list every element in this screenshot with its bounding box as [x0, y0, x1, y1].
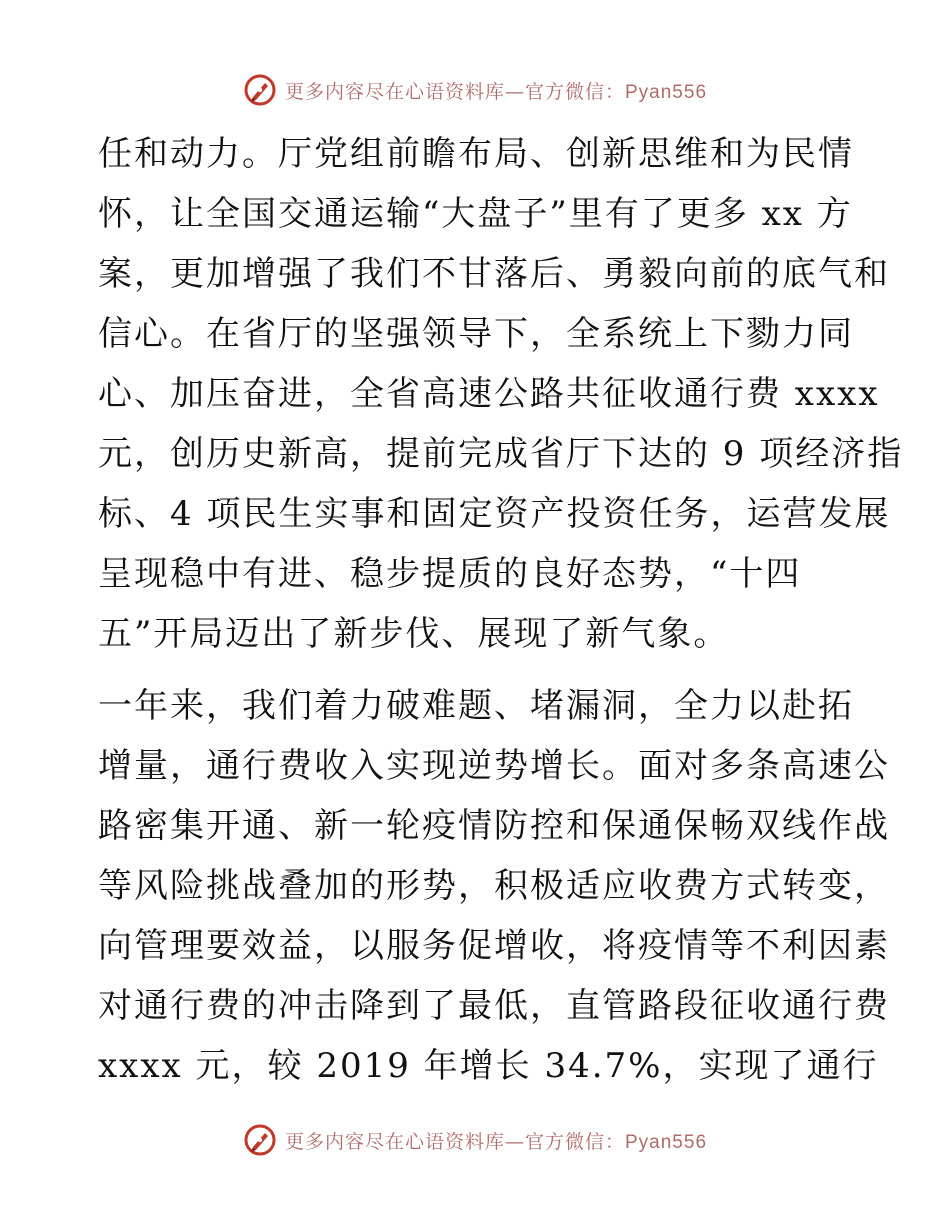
text-line: 一年来，我们着力破难题、堵漏洞，全力以赴拓	[98, 686, 854, 726]
text-line: 呈现稳中有进、稳步提质的良好态势，“十四	[98, 554, 802, 594]
text-line: 心、加压奋进，全省高速公路共征收通行费 xxxx	[98, 374, 880, 414]
text-line: xxxx 元，较 2019 年增长 34.7%，实现了通行	[98, 1046, 879, 1086]
text-line: 信心。在省厅的坚强领导下，全系统上下勠力同	[98, 314, 854, 354]
text-line: 路密集开通、新一轮疫情防控和保通保畅双线作战	[98, 806, 890, 846]
pen-logo-icon	[243, 1123, 277, 1157]
text-line: 对通行费的冲击降到了最低，直管路段征收通行费	[98, 986, 890, 1026]
text-line: 任和动力。厅党组前瞻布局、创新思维和为民情	[98, 134, 854, 174]
text-line: 向管理要效益，以服务促增收，将疫情等不利因素	[98, 926, 890, 966]
text-line: 案，更加增强了我们不甘落后、勇毅向前的底气和	[98, 254, 890, 294]
text-line: 等风险挑战叠加的形势，积极适应收费方式转变，	[98, 866, 890, 906]
pen-logo-icon	[243, 73, 277, 107]
footer-watermark	[0, 1120, 950, 1160]
text-line: 标、4 项民生实事和固定资产投资任务，运营发展	[98, 494, 891, 534]
paragraph-1	[98, 124, 904, 664]
text-line: 怀，让全国交通运输“大盘子”里有了更多 xx 方	[98, 194, 853, 234]
header-watermark	[0, 70, 950, 110]
watermark-text: 更多内容尽在心语资料库—官方微信：Pyan556	[284, 1130, 708, 1153]
document-body	[98, 124, 904, 1096]
paragraph-2	[98, 676, 890, 1096]
text-line: 元，创历史新高，提前完成省厅下达的 9 项经济指	[98, 434, 904, 474]
watermark-text: 更多内容尽在心语资料库—官方微信：Pyan556	[284, 80, 708, 103]
text-line: 五”开局迈出了新步伐、展现了新气象。	[98, 614, 730, 654]
text-line: 增量，通行费收入实现逆势增长。面对多条高速公	[98, 746, 890, 786]
